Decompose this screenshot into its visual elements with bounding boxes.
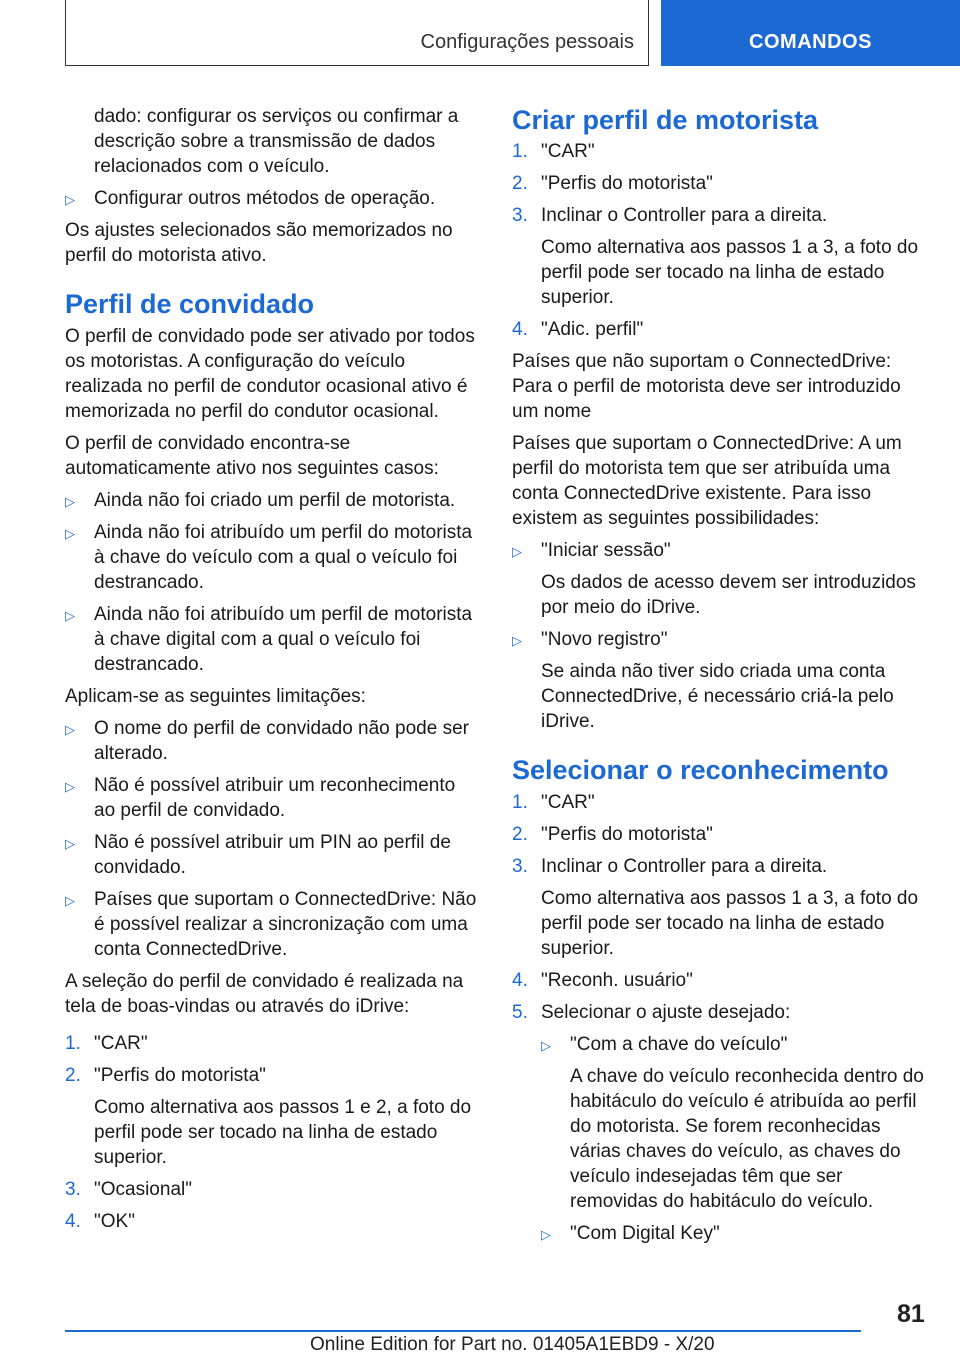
paragraph: O perfil de convidado encontra-se automaticamente ativo nos seguintes casos: bbox=[65, 433, 439, 479]
heading-guest-profile: Perfil de convidado bbox=[65, 289, 315, 319]
list-item: ▷ "Novo registro" Se ainda não tiver sido criada uma conta ConnectedDrive, é necessário criá-la pelo iDrive. bbox=[512, 627, 930, 734]
triangle-right-icon: ▷ bbox=[65, 722, 75, 737]
page-header bbox=[0, 0, 960, 66]
triangle-right-icon: ▷ bbox=[65, 779, 75, 794]
step-item: 1. "CAR" bbox=[65, 1033, 148, 1054]
step-item: 2. "Perfis do motorista" Como alternativa aos passos 1 e 2, a foto do perfil pode ser tocado na linha de estado superior. bbox=[65, 1063, 477, 1170]
list-item: ▷ Ainda não foi atribuído um perfil de motorista à chave digital com a qual o veículo foi destrancado. bbox=[65, 604, 473, 675]
step-item: 5. Selecionar o ajuste desejado: ▷ "Com a chave do veículo" A chave do veículo reconhecida dentro do habitáculo do veículo é atribuída ao perfil do motorista. Se forem reconhecidas várias chaves do veículo, as chaves do veículo indesejadas têm que ser removidas do habitáculo do veículo. ▷ "Com Digital Key" bbox=[512, 1000, 930, 1246]
triangle-right-icon: ▷ bbox=[65, 526, 75, 541]
step-item: 3. "Ocasional" bbox=[65, 1179, 192, 1200]
triangle-right-icon: ▷ bbox=[65, 608, 75, 623]
step-item: 3. Inclinar o Controller para a direita. Como alternativa aos passos 1 a 3, a foto do perfil pode ser tocado na linha de estado superior. bbox=[512, 203, 930, 310]
left-column bbox=[65, 104, 477, 1241]
step-note: Como alternativa aos passos 1 a 3, a foto do perfil pode ser tocado na linha de estado superior. bbox=[541, 888, 919, 959]
continued-text: dado: configurar os serviços ou confirmar a descrição sobre a transmissão de dados relacionados com o veículo. bbox=[94, 106, 459, 177]
triangle-right-icon: ▷ bbox=[541, 1227, 551, 1242]
option-note: Os dados de acesso devem ser introduzidos por meio do iDrive. bbox=[541, 572, 916, 618]
paragraph: A seleção do perfil de convidado é realizada na tela de boas-vindas ou através do iDrive: bbox=[65, 971, 464, 1017]
heading-create-profile: Criar perfil de motorista bbox=[512, 105, 819, 135]
chapter-badge: COMANDOS bbox=[661, 0, 960, 66]
step-note: Como alternativa aos passos 1 a 3, a foto do perfil pode ser tocado na linha de estado superior. bbox=[541, 237, 919, 308]
footer-divider bbox=[65, 1330, 861, 1332]
paragraph: Os ajustes selecionados são memorizados no perfil do motorista ativo. bbox=[65, 220, 453, 266]
heading-select-recognition: Selecionar o reconhecimento bbox=[512, 755, 889, 785]
list-item: ▷ Não é possível atribuir um reconhecimento ao perfil de convidado. bbox=[65, 775, 456, 821]
triangle-right-icon: ▷ bbox=[541, 1038, 551, 1053]
paragraph: Países que não suportam o ConnectedDrive: Para o perfil de motorista deve ser introduzido um nome bbox=[512, 351, 901, 422]
paragraph: O perfil de convidado pode ser ativado por todos os motoristas. A configuração do veículo realizada no perfil de condutor ocasional ativo é memorizada no perfil do condutor ocasional. bbox=[65, 326, 475, 422]
step-item: 2. "Perfis do motorista" bbox=[512, 824, 713, 845]
list-item: ▷ "Com Digital Key" bbox=[541, 1221, 930, 1246]
step-item: 2. "Perfis do motorista" bbox=[512, 173, 713, 194]
page-number: 81 bbox=[897, 1300, 925, 1328]
triangle-right-icon: ▷ bbox=[512, 544, 522, 559]
triangle-right-icon: ▷ bbox=[65, 192, 75, 207]
option-note: Se ainda não tiver sido criada uma conta ConnectedDrive, é necessário criá-la pelo iDrive. bbox=[541, 661, 894, 732]
option-note: A chave do veículo reconhecida dentro do habitáculo do veículo é atribuída ao perfil do motorista. Se forem reconhecidas várias chaves do veículo, as chaves do veículo indesejadas têm que ser removidas do habitáculo do veículo. bbox=[570, 1066, 924, 1212]
step-item: 4. "Reconh. usuário" bbox=[512, 970, 693, 991]
section-tab bbox=[65, 0, 649, 66]
edition-text: Online Edition for Part no. 01405A1EBD9 - X/20 bbox=[310, 1334, 715, 1355]
list-item: ▷ Ainda não foi atribuído um perfil do motorista à chave do veículo com a qual o veículo foi destrancado. bbox=[65, 522, 473, 593]
step-item: 4. "Adic. perfil" bbox=[512, 319, 644, 340]
triangle-right-icon: ▷ bbox=[512, 633, 522, 648]
list-item: ▷ "Iniciar sessão" Os dados de acesso devem ser introduzidos por meio do iDrive. bbox=[512, 538, 930, 620]
sub-options bbox=[541, 1032, 930, 1246]
paragraph: Países que suportam o ConnectedDrive: A um perfil do motorista tem que ser atribuída uma conta ConnectedDrive existente. Para isso existem as seguintes possibilidades: bbox=[512, 433, 902, 529]
step-item: 1. "CAR" bbox=[512, 792, 595, 813]
list-item: ▷ O nome do perfil de convidado não pode ser alterado. bbox=[65, 718, 469, 764]
list-item: ▷ Não é possível atribuir um PIN ao perfil de convidado. bbox=[65, 832, 451, 878]
triangle-right-icon: ▷ bbox=[65, 494, 75, 509]
step-item: 3. Inclinar o Controller para a direita. Como alternativa aos passos 1 a 3, a foto do perfil pode ser tocado na linha de estado superior. bbox=[512, 854, 930, 961]
triangle-right-icon: ▷ bbox=[65, 893, 75, 908]
triangle-right-icon: ▷ bbox=[65, 836, 75, 851]
list-item: ▷ "Com a chave do veículo" A chave do veículo reconhecida dentro do habitáculo do veículo é atribuída ao perfil do motorista. Se forem reconhecidas várias chaves do veículo, as chaves do veículo indesejadas têm que ser removidas do habitáculo do veículo. bbox=[541, 1032, 930, 1214]
paragraph: Aplicam-se as seguintes limitações: bbox=[65, 686, 366, 707]
section-title: Configurações pessoais bbox=[420, 31, 634, 53]
step-item: 4. "OK" bbox=[65, 1211, 135, 1232]
step-note: Como alternativa aos passos 1 e 2, a foto do perfil pode ser tocado na linha de estado superior. bbox=[94, 1097, 472, 1168]
list-item: ▷ Ainda não foi criado um perfil de motorista. bbox=[65, 488, 477, 513]
list-item: ▷ Países que suportam o ConnectedDrive: Não é possível realizar a sincronização com uma conta ConnectedDrive. bbox=[65, 889, 477, 960]
step-item: 1. "CAR" bbox=[512, 141, 595, 162]
list-item: ▷ Configurar outros métodos de operação. bbox=[65, 186, 477, 211]
right-column bbox=[512, 104, 930, 1253]
